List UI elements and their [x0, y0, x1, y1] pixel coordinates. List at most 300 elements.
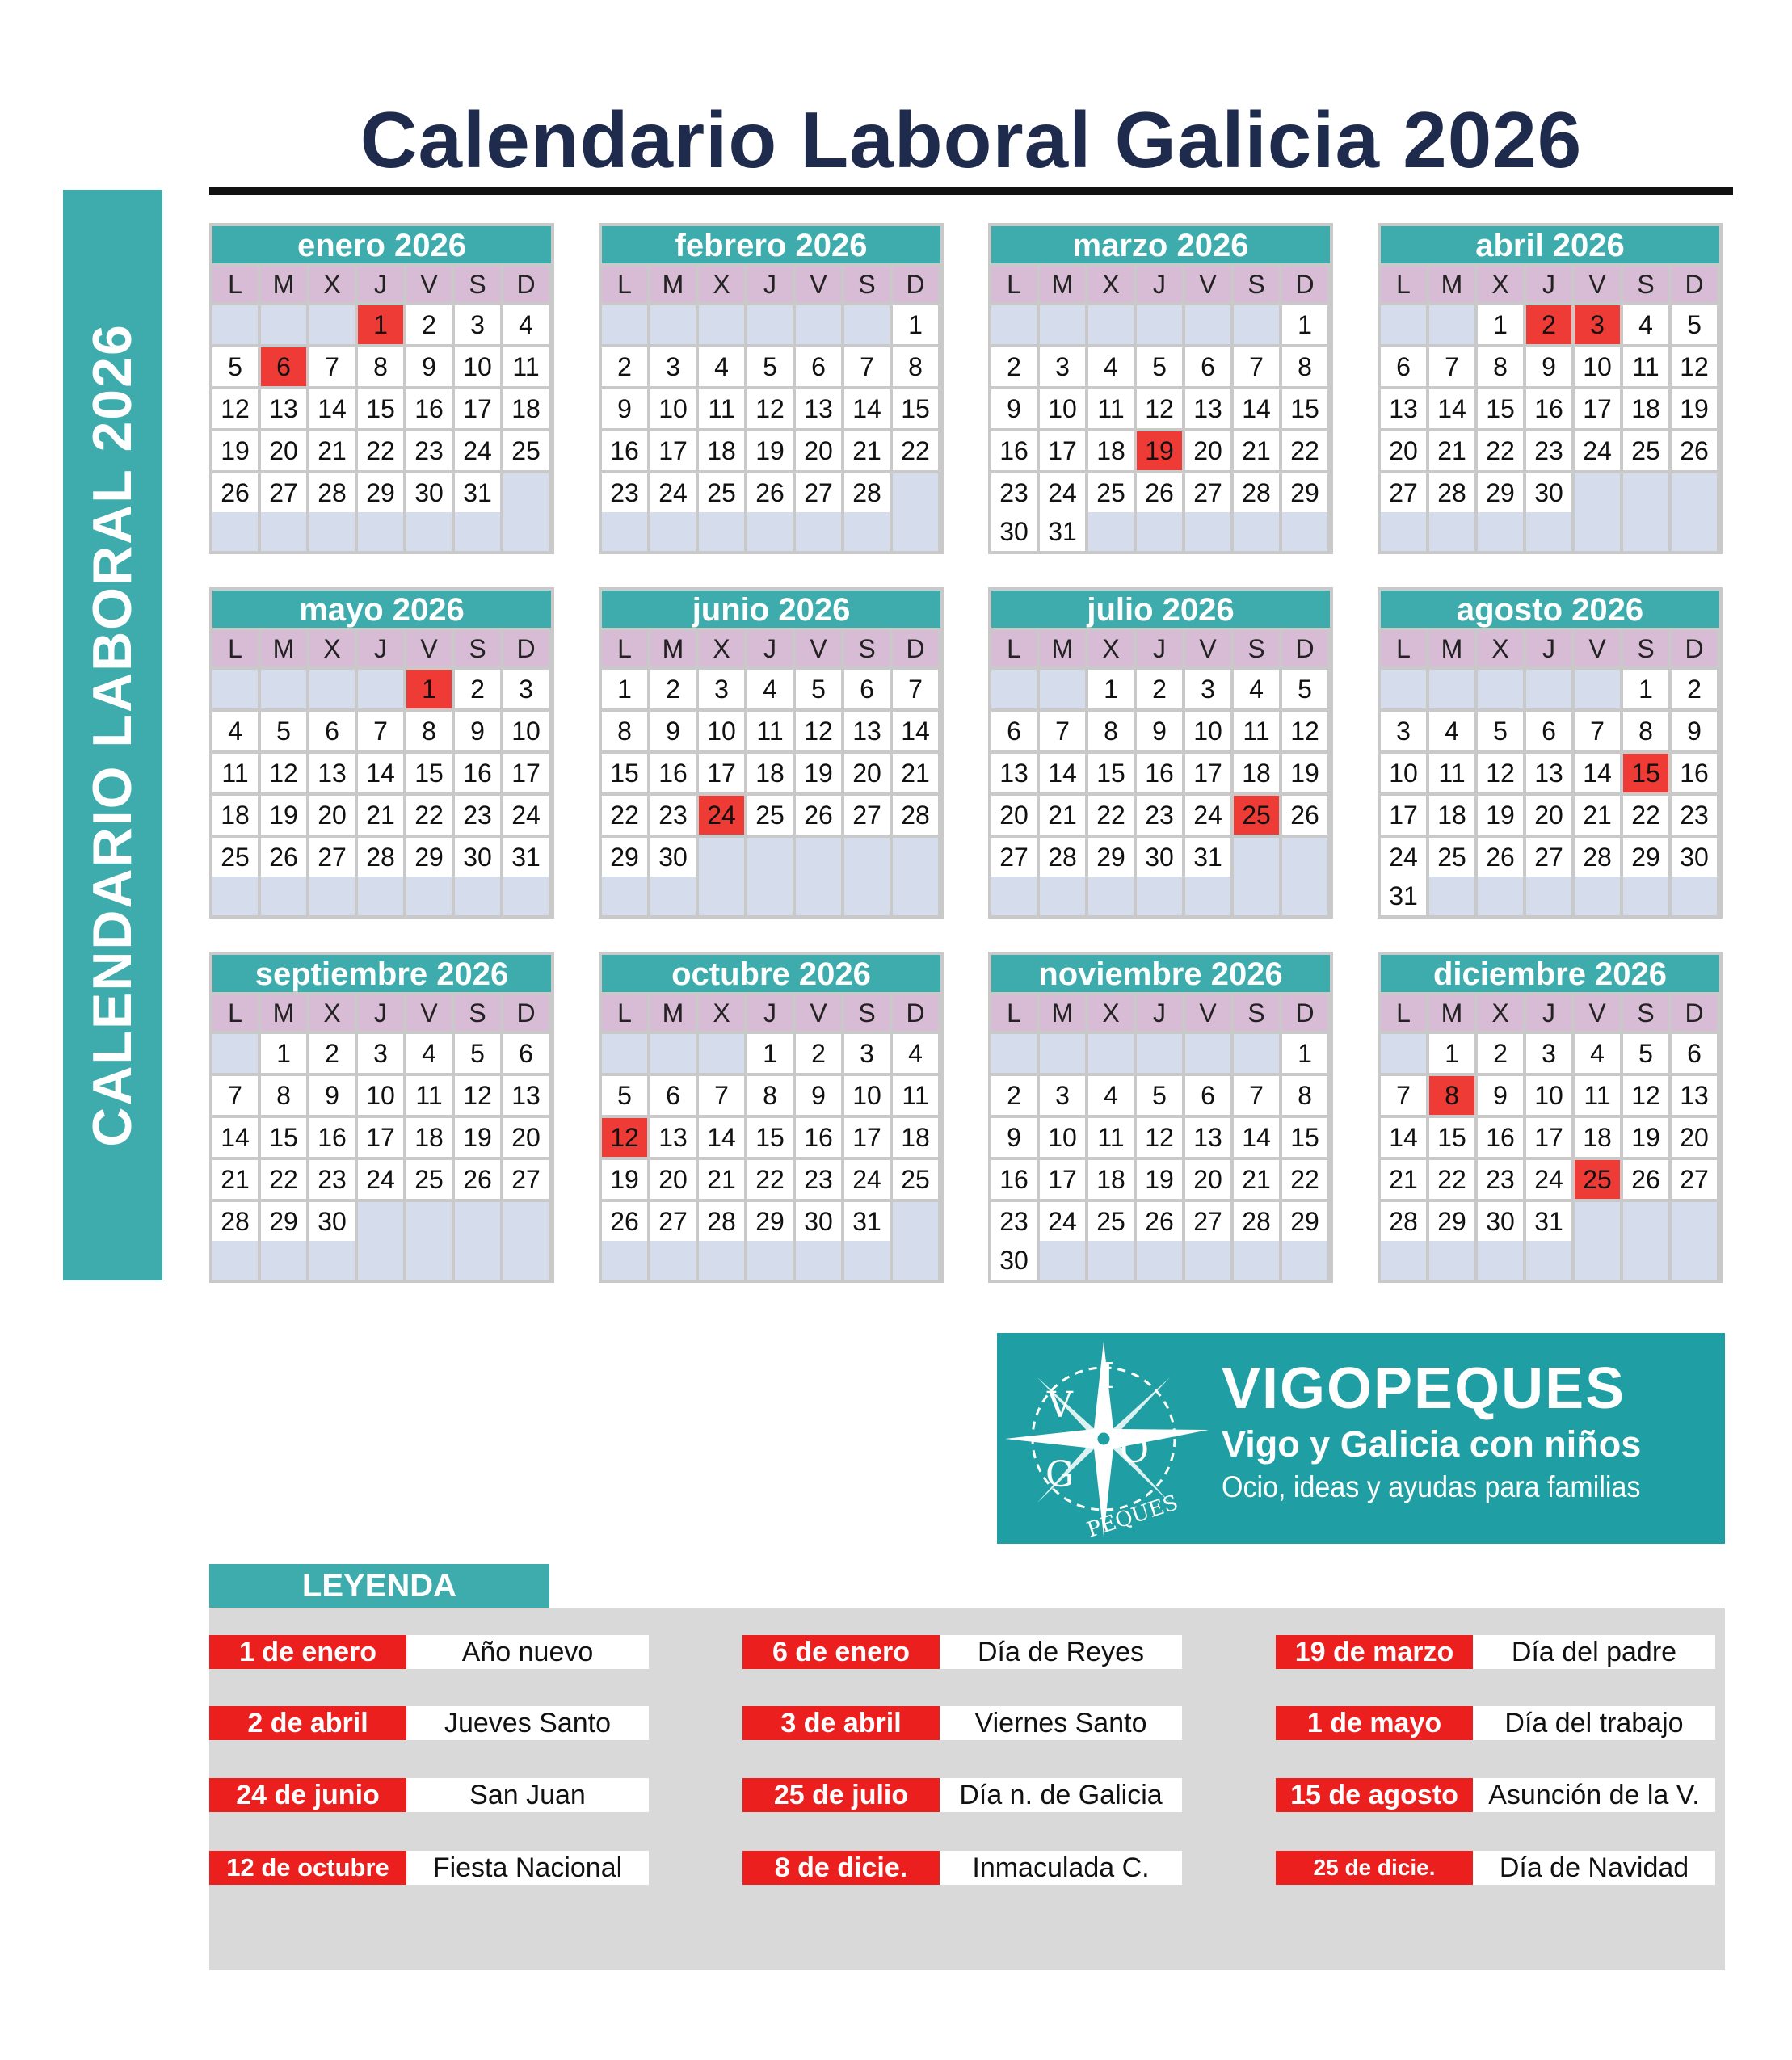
day-cell: 7 [1040, 712, 1085, 750]
legend-holiday-name: Día n. de Galicia [940, 1778, 1182, 1812]
day-cell: 13 [1381, 389, 1426, 428]
day-cell: 20 [844, 754, 890, 792]
legend-date: 19 de marzo [1276, 1635, 1473, 1669]
day-cell: 25 [1088, 1202, 1134, 1241]
day-cell: 10 [1575, 347, 1620, 386]
day-cell: 14 [699, 1118, 744, 1157]
day-cell: 20 [796, 431, 841, 470]
month-title: junio 2026 [602, 591, 940, 628]
weekday-header: M [1040, 995, 1085, 1031]
month-calendar [209, 952, 554, 1283]
empty-day-cell [1526, 1241, 1571, 1280]
day-cell: 30 [650, 838, 696, 877]
empty-day-cell [1526, 670, 1571, 708]
weekday-header: D [893, 267, 938, 302]
empty-day-cell [1185, 1034, 1230, 1073]
day-cell: 5 [796, 670, 841, 708]
holiday-day-cell: 3 [1575, 305, 1620, 344]
empty-day-cell [1185, 1241, 1230, 1280]
day-cell: 8 [261, 1076, 306, 1115]
day-cell: 10 [1526, 1076, 1571, 1115]
day-cell: 2 [1137, 670, 1182, 708]
day-cell: 18 [212, 796, 258, 835]
day-cell: 10 [358, 1076, 403, 1115]
empty-day-cell [1478, 877, 1523, 915]
empty-day-cell [1429, 512, 1474, 551]
day-cell: 23 [1137, 796, 1182, 835]
day-cell: 6 [1672, 1034, 1717, 1073]
day-cell: 1 [1282, 305, 1327, 344]
day-cell: 14 [1381, 1118, 1426, 1157]
day-cell: 27 [309, 838, 355, 877]
legend-holiday-name: San Juan [406, 1778, 649, 1812]
day-cell: 29 [747, 1202, 793, 1241]
empty-day-cell [406, 877, 452, 915]
day-cell: 15 [1429, 1118, 1474, 1157]
holiday-day-cell: 19 [1137, 431, 1182, 470]
day-cell: 21 [212, 1160, 258, 1199]
compass-letter-o: O [1120, 1430, 1150, 1471]
day-cell: 2 [406, 305, 452, 344]
day-cell: 5 [455, 1034, 500, 1073]
day-cell: 20 [261, 431, 306, 470]
weekday-header: D [1672, 631, 1717, 666]
weekday-header: L [991, 995, 1037, 1031]
empty-day-cell [1623, 1241, 1668, 1280]
day-cell: 17 [1040, 431, 1085, 470]
day-cell: 1 [1623, 670, 1668, 708]
month-calendar [1378, 587, 1723, 919]
day-cell: 17 [1185, 754, 1230, 792]
weekday-header: L [212, 267, 258, 302]
empty-day-cell [699, 1034, 744, 1073]
day-cell: 5 [1282, 670, 1327, 708]
day-cell: 10 [503, 712, 549, 750]
day-cell: 21 [699, 1160, 744, 1199]
weekday-header: D [1282, 267, 1327, 302]
day-cell: 21 [893, 754, 938, 792]
empty-day-cell [893, 1241, 938, 1280]
day-cell: 16 [991, 1160, 1037, 1199]
day-cell: 18 [1234, 754, 1279, 792]
day-cell: 5 [602, 1076, 647, 1115]
day-cell: 28 [1234, 1202, 1279, 1241]
month-calendar [988, 587, 1333, 919]
empty-day-cell [1478, 512, 1523, 551]
day-cell: 12 [1137, 389, 1182, 428]
day-cell: 17 [1381, 796, 1426, 835]
day-cell: 22 [747, 1160, 793, 1199]
compass-letter-v: V [1047, 1385, 1073, 1426]
day-cell: 18 [699, 431, 744, 470]
weekday-header: M [650, 267, 696, 302]
day-cell: 22 [1429, 1160, 1474, 1199]
empty-day-cell [1040, 305, 1085, 344]
empty-day-cell [1575, 1241, 1620, 1280]
day-cell: 14 [1040, 754, 1085, 792]
empty-day-cell [844, 512, 890, 551]
empty-day-cell [1526, 512, 1571, 551]
day-cell: 4 [893, 1034, 938, 1073]
day-cell: 16 [406, 389, 452, 428]
month-calendar [209, 223, 554, 554]
day-cell: 8 [406, 712, 452, 750]
day-cell: 31 [1040, 512, 1085, 551]
weekday-header: D [1672, 995, 1717, 1031]
empty-day-cell [261, 877, 306, 915]
empty-day-cell [406, 1241, 452, 1280]
empty-day-cell [455, 1202, 500, 1241]
holiday-day-cell: 25 [1234, 796, 1279, 835]
day-cell: 23 [991, 1202, 1037, 1241]
weekday-header: S [455, 267, 500, 302]
day-cell: 6 [1185, 1076, 1230, 1115]
empty-day-cell [1282, 838, 1327, 877]
empty-day-cell [602, 877, 647, 915]
day-cell: 4 [1088, 1076, 1134, 1115]
empty-day-cell [1185, 877, 1230, 915]
day-cell: 19 [212, 431, 258, 470]
day-cell: 21 [844, 431, 890, 470]
empty-day-cell [261, 305, 306, 344]
side-banner-label: CALENDARIO LABORAL 2026 [82, 323, 143, 1147]
day-cell: 26 [455, 1160, 500, 1199]
empty-day-cell [1575, 670, 1620, 708]
empty-day-cell [503, 512, 549, 551]
weekday-header: S [1234, 995, 1279, 1031]
empty-day-cell [1429, 1241, 1474, 1280]
day-cell: 6 [796, 347, 841, 386]
day-cell: 24 [650, 473, 696, 512]
month-title: julio 2026 [991, 591, 1330, 628]
day-cell: 3 [455, 305, 500, 344]
compass-rose-icon [997, 1333, 1239, 1544]
holiday-day-cell: 8 [1429, 1076, 1474, 1115]
day-cell: 22 [1623, 796, 1668, 835]
day-cell: 18 [1623, 389, 1668, 428]
day-cell: 6 [1381, 347, 1426, 386]
weekday-header: V [1185, 995, 1230, 1031]
day-cell: 19 [1672, 389, 1717, 428]
month-calendar [1378, 223, 1723, 554]
empty-day-cell [309, 305, 355, 344]
weekday-header: M [650, 631, 696, 666]
day-cell: 1 [1478, 305, 1523, 344]
day-cell: 28 [1575, 838, 1620, 877]
day-cell: 15 [406, 754, 452, 792]
day-cell: 25 [1088, 473, 1134, 512]
legend-holiday-name: Día del padre [1473, 1635, 1715, 1669]
weekday-header: M [261, 631, 306, 666]
day-cell: 13 [261, 389, 306, 428]
empty-day-cell [650, 305, 696, 344]
empty-day-cell [699, 305, 744, 344]
day-cell: 11 [1088, 1118, 1134, 1157]
weekday-header: X [699, 995, 744, 1031]
empty-day-cell [747, 305, 793, 344]
empty-day-cell [358, 512, 403, 551]
day-cell: 10 [1040, 1118, 1085, 1157]
day-cell: 23 [796, 1160, 841, 1199]
empty-day-cell [212, 877, 258, 915]
empty-day-cell [699, 838, 744, 877]
day-cell: 12 [1672, 347, 1717, 386]
month-title: febrero 2026 [602, 226, 940, 263]
vigopeques-logo [997, 1333, 1725, 1544]
weekday-header: S [1234, 267, 1279, 302]
weekday-header: D [1282, 995, 1327, 1031]
empty-day-cell [991, 305, 1037, 344]
day-cell: 23 [1672, 796, 1717, 835]
empty-day-cell [503, 1202, 549, 1241]
weekday-header: X [309, 995, 355, 1031]
day-cell: 19 [747, 431, 793, 470]
weekday-header: X [1088, 995, 1134, 1031]
day-cell: 3 [1185, 670, 1230, 708]
day-cell: 24 [1185, 796, 1230, 835]
legend-date: 12 de octubre [209, 1851, 406, 1885]
day-cell: 15 [602, 754, 647, 792]
day-cell: 15 [747, 1118, 793, 1157]
day-cell: 23 [991, 473, 1037, 512]
empty-day-cell [747, 512, 793, 551]
day-cell: 30 [1526, 473, 1571, 512]
day-cell: 15 [1478, 389, 1523, 428]
legend-date: 1 de enero [209, 1635, 406, 1669]
day-cell: 23 [1478, 1160, 1523, 1199]
day-cell: 24 [844, 1160, 890, 1199]
day-cell: 24 [503, 796, 549, 835]
weekday-header: S [1234, 631, 1279, 666]
day-cell: 6 [844, 670, 890, 708]
day-cell: 2 [1478, 1034, 1523, 1073]
weekday-header: J [1526, 631, 1571, 666]
day-cell: 28 [893, 796, 938, 835]
weekday-header: L [212, 995, 258, 1031]
empty-day-cell [602, 1034, 647, 1073]
weekday-header: M [1040, 631, 1085, 666]
day-cell: 26 [747, 473, 793, 512]
empty-day-cell [1623, 1202, 1668, 1241]
day-cell: 21 [1381, 1160, 1426, 1199]
day-cell: 20 [991, 796, 1037, 835]
day-cell: 14 [1575, 754, 1620, 792]
day-cell: 31 [1526, 1202, 1571, 1241]
day-cell: 19 [602, 1160, 647, 1199]
day-cell: 7 [1381, 1076, 1426, 1115]
legend-holiday-name: Viernes Santo [940, 1706, 1182, 1740]
day-cell: 13 [650, 1118, 696, 1157]
day-cell: 8 [358, 347, 403, 386]
weekday-header: J [1526, 995, 1571, 1031]
day-cell: 1 [1429, 1034, 1474, 1073]
day-cell: 6 [991, 712, 1037, 750]
weekday-header: J [1526, 267, 1571, 302]
empty-day-cell [893, 838, 938, 877]
day-cell: 2 [991, 1076, 1037, 1115]
day-cell: 13 [503, 1076, 549, 1115]
day-cell: 17 [455, 389, 500, 428]
day-cell: 14 [893, 712, 938, 750]
month-title: septiembre 2026 [212, 955, 551, 992]
day-cell: 3 [358, 1034, 403, 1073]
empty-day-cell [1623, 473, 1668, 512]
empty-day-cell [1429, 670, 1474, 708]
empty-day-cell [406, 1202, 452, 1241]
weekday-header: V [1575, 631, 1620, 666]
day-cell: 4 [1429, 712, 1474, 750]
day-cell: 29 [406, 838, 452, 877]
day-cell: 7 [212, 1076, 258, 1115]
empty-day-cell [893, 877, 938, 915]
weekday-header: J [358, 631, 403, 666]
day-cell: 30 [1672, 838, 1717, 877]
day-cell: 19 [1623, 1118, 1668, 1157]
empty-day-cell [309, 670, 355, 708]
day-cell: 27 [503, 1160, 549, 1199]
empty-day-cell [699, 1241, 744, 1280]
day-cell: 15 [1282, 389, 1327, 428]
legend-holiday-name: Inmaculada C. [940, 1851, 1182, 1885]
weekday-header: S [844, 267, 890, 302]
day-cell: 8 [1478, 347, 1523, 386]
day-cell: 27 [991, 838, 1037, 877]
day-cell: 3 [844, 1034, 890, 1073]
weekday-header: S [1623, 631, 1668, 666]
day-cell: 13 [1185, 389, 1230, 428]
day-cell: 22 [406, 796, 452, 835]
day-cell: 28 [358, 838, 403, 877]
day-cell: 11 [699, 389, 744, 428]
weekday-header: S [455, 631, 500, 666]
day-cell: 14 [1234, 1118, 1279, 1157]
day-cell: 26 [1137, 473, 1182, 512]
weekday-header: L [602, 995, 647, 1031]
weekday-header: V [1575, 267, 1620, 302]
day-cell: 8 [747, 1076, 793, 1115]
compass-letter-i: I [1100, 1356, 1115, 1397]
day-cell: 12 [1137, 1118, 1182, 1157]
day-cell: 13 [1672, 1076, 1717, 1115]
day-cell: 24 [1575, 431, 1620, 470]
legend-holiday-name: Año nuevo [406, 1635, 649, 1669]
empty-day-cell [455, 877, 500, 915]
day-cell: 8 [602, 712, 647, 750]
day-cell: 24 [455, 431, 500, 470]
day-cell: 10 [455, 347, 500, 386]
day-cell: 21 [1234, 431, 1279, 470]
weekday-header: X [309, 267, 355, 302]
empty-day-cell [1381, 305, 1426, 344]
legend-date: 25 de julio [742, 1778, 940, 1812]
month-calendar [209, 587, 554, 919]
day-cell: 20 [1185, 431, 1230, 470]
day-cell: 1 [261, 1034, 306, 1073]
weekday-header: D [1672, 267, 1717, 302]
day-cell: 22 [1088, 796, 1134, 835]
weekday-header: L [1381, 267, 1426, 302]
day-cell: 22 [1282, 431, 1327, 470]
empty-day-cell [1088, 877, 1134, 915]
weekday-header: V [406, 631, 452, 666]
day-cell: 11 [747, 712, 793, 750]
logo-subtitle: Ocio, ideas y ayudas para familias [1222, 1470, 1641, 1503]
day-cell: 29 [1429, 1202, 1474, 1241]
day-cell: 4 [1575, 1034, 1620, 1073]
weekday-header: J [358, 267, 403, 302]
weekday-header: M [1429, 267, 1474, 302]
day-cell: 24 [1040, 473, 1085, 512]
empty-day-cell [1672, 1202, 1717, 1241]
weekday-header: X [309, 631, 355, 666]
day-cell: 31 [1381, 877, 1426, 915]
day-cell: 14 [358, 754, 403, 792]
day-cell: 30 [991, 1241, 1037, 1280]
day-cell: 9 [991, 389, 1037, 428]
legend-holiday-name: Asunción de la V. [1473, 1778, 1715, 1812]
holiday-day-cell: 1 [406, 670, 452, 708]
day-cell: 1 [1088, 670, 1134, 708]
empty-day-cell [1040, 1034, 1085, 1073]
day-cell: 26 [1137, 1202, 1182, 1241]
day-cell: 29 [1478, 473, 1523, 512]
day-cell: 17 [1040, 1160, 1085, 1199]
day-cell: 6 [309, 712, 355, 750]
legend-date: 6 de enero [742, 1635, 940, 1669]
empty-day-cell [747, 1241, 793, 1280]
empty-day-cell [212, 305, 258, 344]
day-cell: 29 [1282, 1202, 1327, 1241]
empty-day-cell [796, 877, 841, 915]
day-cell: 30 [309, 1202, 355, 1241]
day-cell: 13 [796, 389, 841, 428]
empty-day-cell [796, 305, 841, 344]
day-cell: 31 [455, 473, 500, 512]
weekday-header: D [893, 995, 938, 1031]
title-underline [209, 187, 1733, 195]
weekday-header: M [261, 995, 306, 1031]
day-cell: 13 [1526, 754, 1571, 792]
empty-day-cell [309, 1241, 355, 1280]
day-cell: 29 [261, 1202, 306, 1241]
day-cell: 9 [602, 389, 647, 428]
weekday-header: S [455, 995, 500, 1031]
day-cell: 17 [1526, 1118, 1571, 1157]
weekday-header: X [1478, 631, 1523, 666]
empty-day-cell [893, 1202, 938, 1241]
day-cell: 23 [650, 796, 696, 835]
empty-day-cell [1137, 512, 1182, 551]
day-cell: 20 [650, 1160, 696, 1199]
day-cell: 4 [212, 712, 258, 750]
day-cell: 26 [212, 473, 258, 512]
day-cell: 26 [602, 1202, 647, 1241]
day-cell: 16 [309, 1118, 355, 1157]
day-cell: 29 [358, 473, 403, 512]
day-cell: 17 [844, 1118, 890, 1157]
day-cell: 7 [1429, 347, 1474, 386]
day-cell: 2 [1672, 670, 1717, 708]
day-cell: 26 [1478, 838, 1523, 877]
day-cell: 11 [1088, 389, 1134, 428]
day-cell: 1 [893, 305, 938, 344]
empty-day-cell [1234, 1241, 1279, 1280]
holiday-day-cell: 25 [1575, 1160, 1620, 1199]
empty-day-cell [1381, 512, 1426, 551]
day-cell: 19 [1137, 1160, 1182, 1199]
month-calendar [599, 223, 944, 554]
day-cell: 3 [1040, 347, 1085, 386]
